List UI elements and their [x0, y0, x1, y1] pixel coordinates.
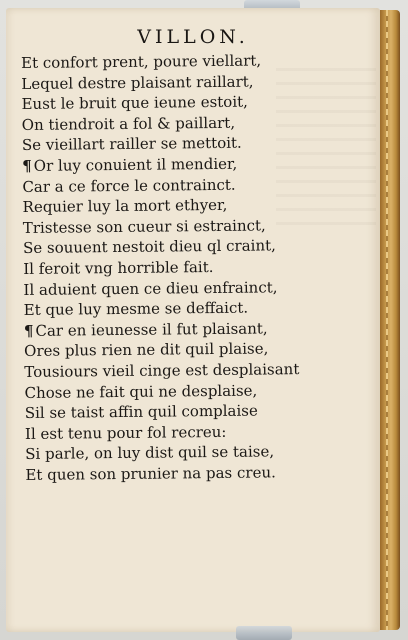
verse-text: Car en ieunesse il fut plaisant, — [35, 319, 268, 340]
verse-text: Car a ce force le contrainct. — [22, 175, 236, 196]
verse-text: Sil se taist affin quil complaise — [24, 401, 258, 423]
verse-text: Se souuent nestoit dieu ql craint, — [22, 236, 276, 258]
book-page — [6, 8, 380, 632]
verse-text: Or luy conuient il mendier, — [33, 154, 238, 175]
verse-text: Et que luy mesme se deffaict. — [23, 298, 249, 320]
pilcrow-mark: ¶ — [23, 321, 34, 340]
verse-block — [21, 50, 346, 486]
verse-line — [25, 462, 345, 486]
running-header: VILLON. — [137, 26, 249, 48]
verse-text: Tristesse son cueur si estrainct, — [22, 216, 266, 237]
page-clip-bottom — [236, 626, 292, 640]
verse-text: Tousiours vieil cinge est desplaisant — [24, 360, 300, 381]
verse-text: Si parle, on luy dist quil se taise, — [25, 442, 275, 464]
verse-text: Il est tenu pour fol recreu: — [24, 422, 227, 443]
verse-text: Lequel destre plaisant raillart, — [21, 72, 254, 93]
verse-text: Chose ne fait qui ne desplaise, — [24, 381, 258, 402]
verse-text: Se vieillart railler se mettoit. — [21, 134, 242, 155]
pilcrow-mark: ¶ — [22, 156, 32, 175]
verse-text: Et quen son prunier na pas creu. — [25, 463, 276, 484]
verse-text: Il feroit vng horrible fait. — [23, 257, 214, 278]
verse-text: Il aduient quen ce dieu enfrainct, — [23, 277, 278, 299]
verse-text: Eust le bruit que ieune estoit, — [21, 92, 248, 114]
verse-line — [24, 359, 344, 383]
verse-text: On tiendroit a fol & paillart, — [21, 113, 236, 134]
verse-text: Ores plus rien ne dit quil plaise, — [24, 339, 269, 361]
gilt-fore-edge — [380, 10, 400, 630]
verse-text: Requier luy la mort ethyer, — [22, 196, 228, 217]
verse-text: Et confort prent, poure viellart, — [21, 51, 262, 72]
